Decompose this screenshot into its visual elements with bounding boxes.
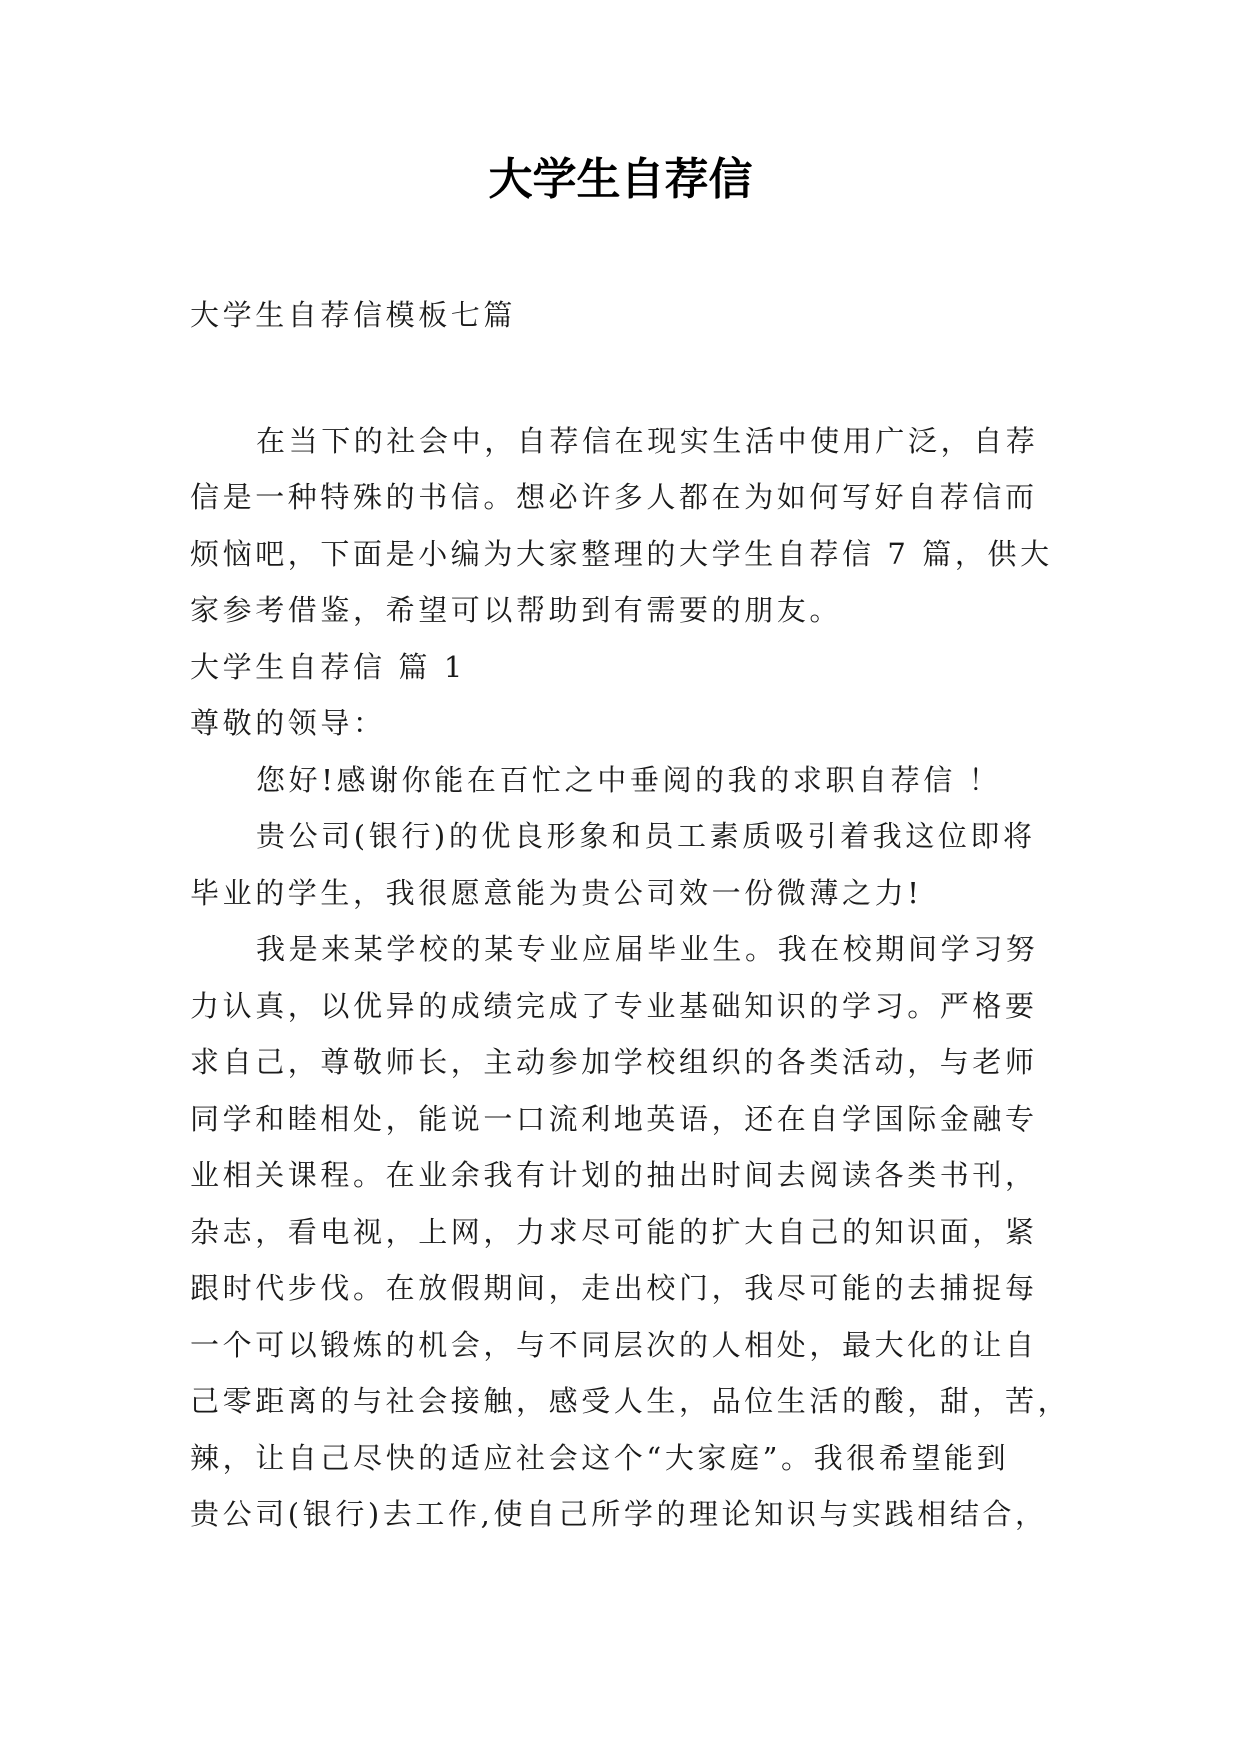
section-heading: 大学生自荐信 篇 1 <box>190 649 466 684</box>
paragraph-2 <box>190 921 1071 1543</box>
intro-paragraph <box>190 413 1053 639</box>
intro-line: 家参考借鉴，希望可以帮助到有需要的朋友。 <box>190 593 843 627</box>
paragraph-line: 同学和睦相处，能说一口流利地英语，还在自学国际金融专 <box>190 1101 1038 1136</box>
intro-line: 信是一种特殊的书信。想必许多人都在为如何写好自荐信而 <box>190 480 1038 514</box>
paragraph-line: 毕业的学生，我很愿意能为贵公司效一份微薄之力! <box>190 875 923 910</box>
paragraph-1 <box>190 808 1050 921</box>
paragraph-line: 我是来某学校的某专业应届毕业生。我在校期间学习努 <box>256 932 1039 966</box>
document-title: 大学生自荐信 <box>488 154 753 205</box>
paragraph-line: 贵公司(银行)的优良形象和员工素质吸引着我这位即将 <box>256 819 1036 853</box>
paragraph-line: 一个可以锻炼的机会，与不同层次的人相处，最大化的让自 <box>190 1327 1038 1362</box>
paragraph-line: 力认真，以优异的成绩完成了专业基础知识的学习。严格要 <box>190 988 1038 1023</box>
greeting-line: 您好!感谢你能在百忙之中垂阅的我的求职自荐信 ！ <box>256 762 1002 797</box>
salutation: 尊敬的领导： <box>190 706 386 740</box>
document-subtitle: 大学生自荐信模板七篇 <box>190 298 517 332</box>
paragraph-line: 跟时代步伐。在放假期间，走出校门，我尽可能的去捕捉每 <box>190 1271 1038 1305</box>
paragraph-line: 求自己，尊敬师长，主动参加学校组织的各类活动，与老师 <box>190 1045 1038 1079</box>
intro-line: 烦恼吧，下面是小编为大家整理的大学生自荐信 7 篇，供大 <box>190 536 1053 571</box>
paragraph-line: 辣，让自己尽快的适应社会这个“大家庭”。我很希望能到 <box>190 1440 1010 1475</box>
document-body <box>190 287 1071 1543</box>
paragraph-line: 贵公司(银行)去工作,使自己所学的理论知识与实践相结合， <box>190 1497 1048 1531</box>
intro-line: 在当下的社会中，自荐信在现实生活中使用广泛，自荐 <box>256 423 1039 458</box>
paragraph-line: 业相关课程。在业余我有计划的抽出时间去阅读各类书刊， <box>190 1158 1038 1192</box>
paragraph-line: 己零距离的与社会接触，感受人生，品位生活的酸，甜，苦， <box>190 1384 1071 1418</box>
paragraph-line: 杂志，看电视，上网，力求尽可能的扩大自己的知识面，紧 <box>190 1214 1038 1249</box>
